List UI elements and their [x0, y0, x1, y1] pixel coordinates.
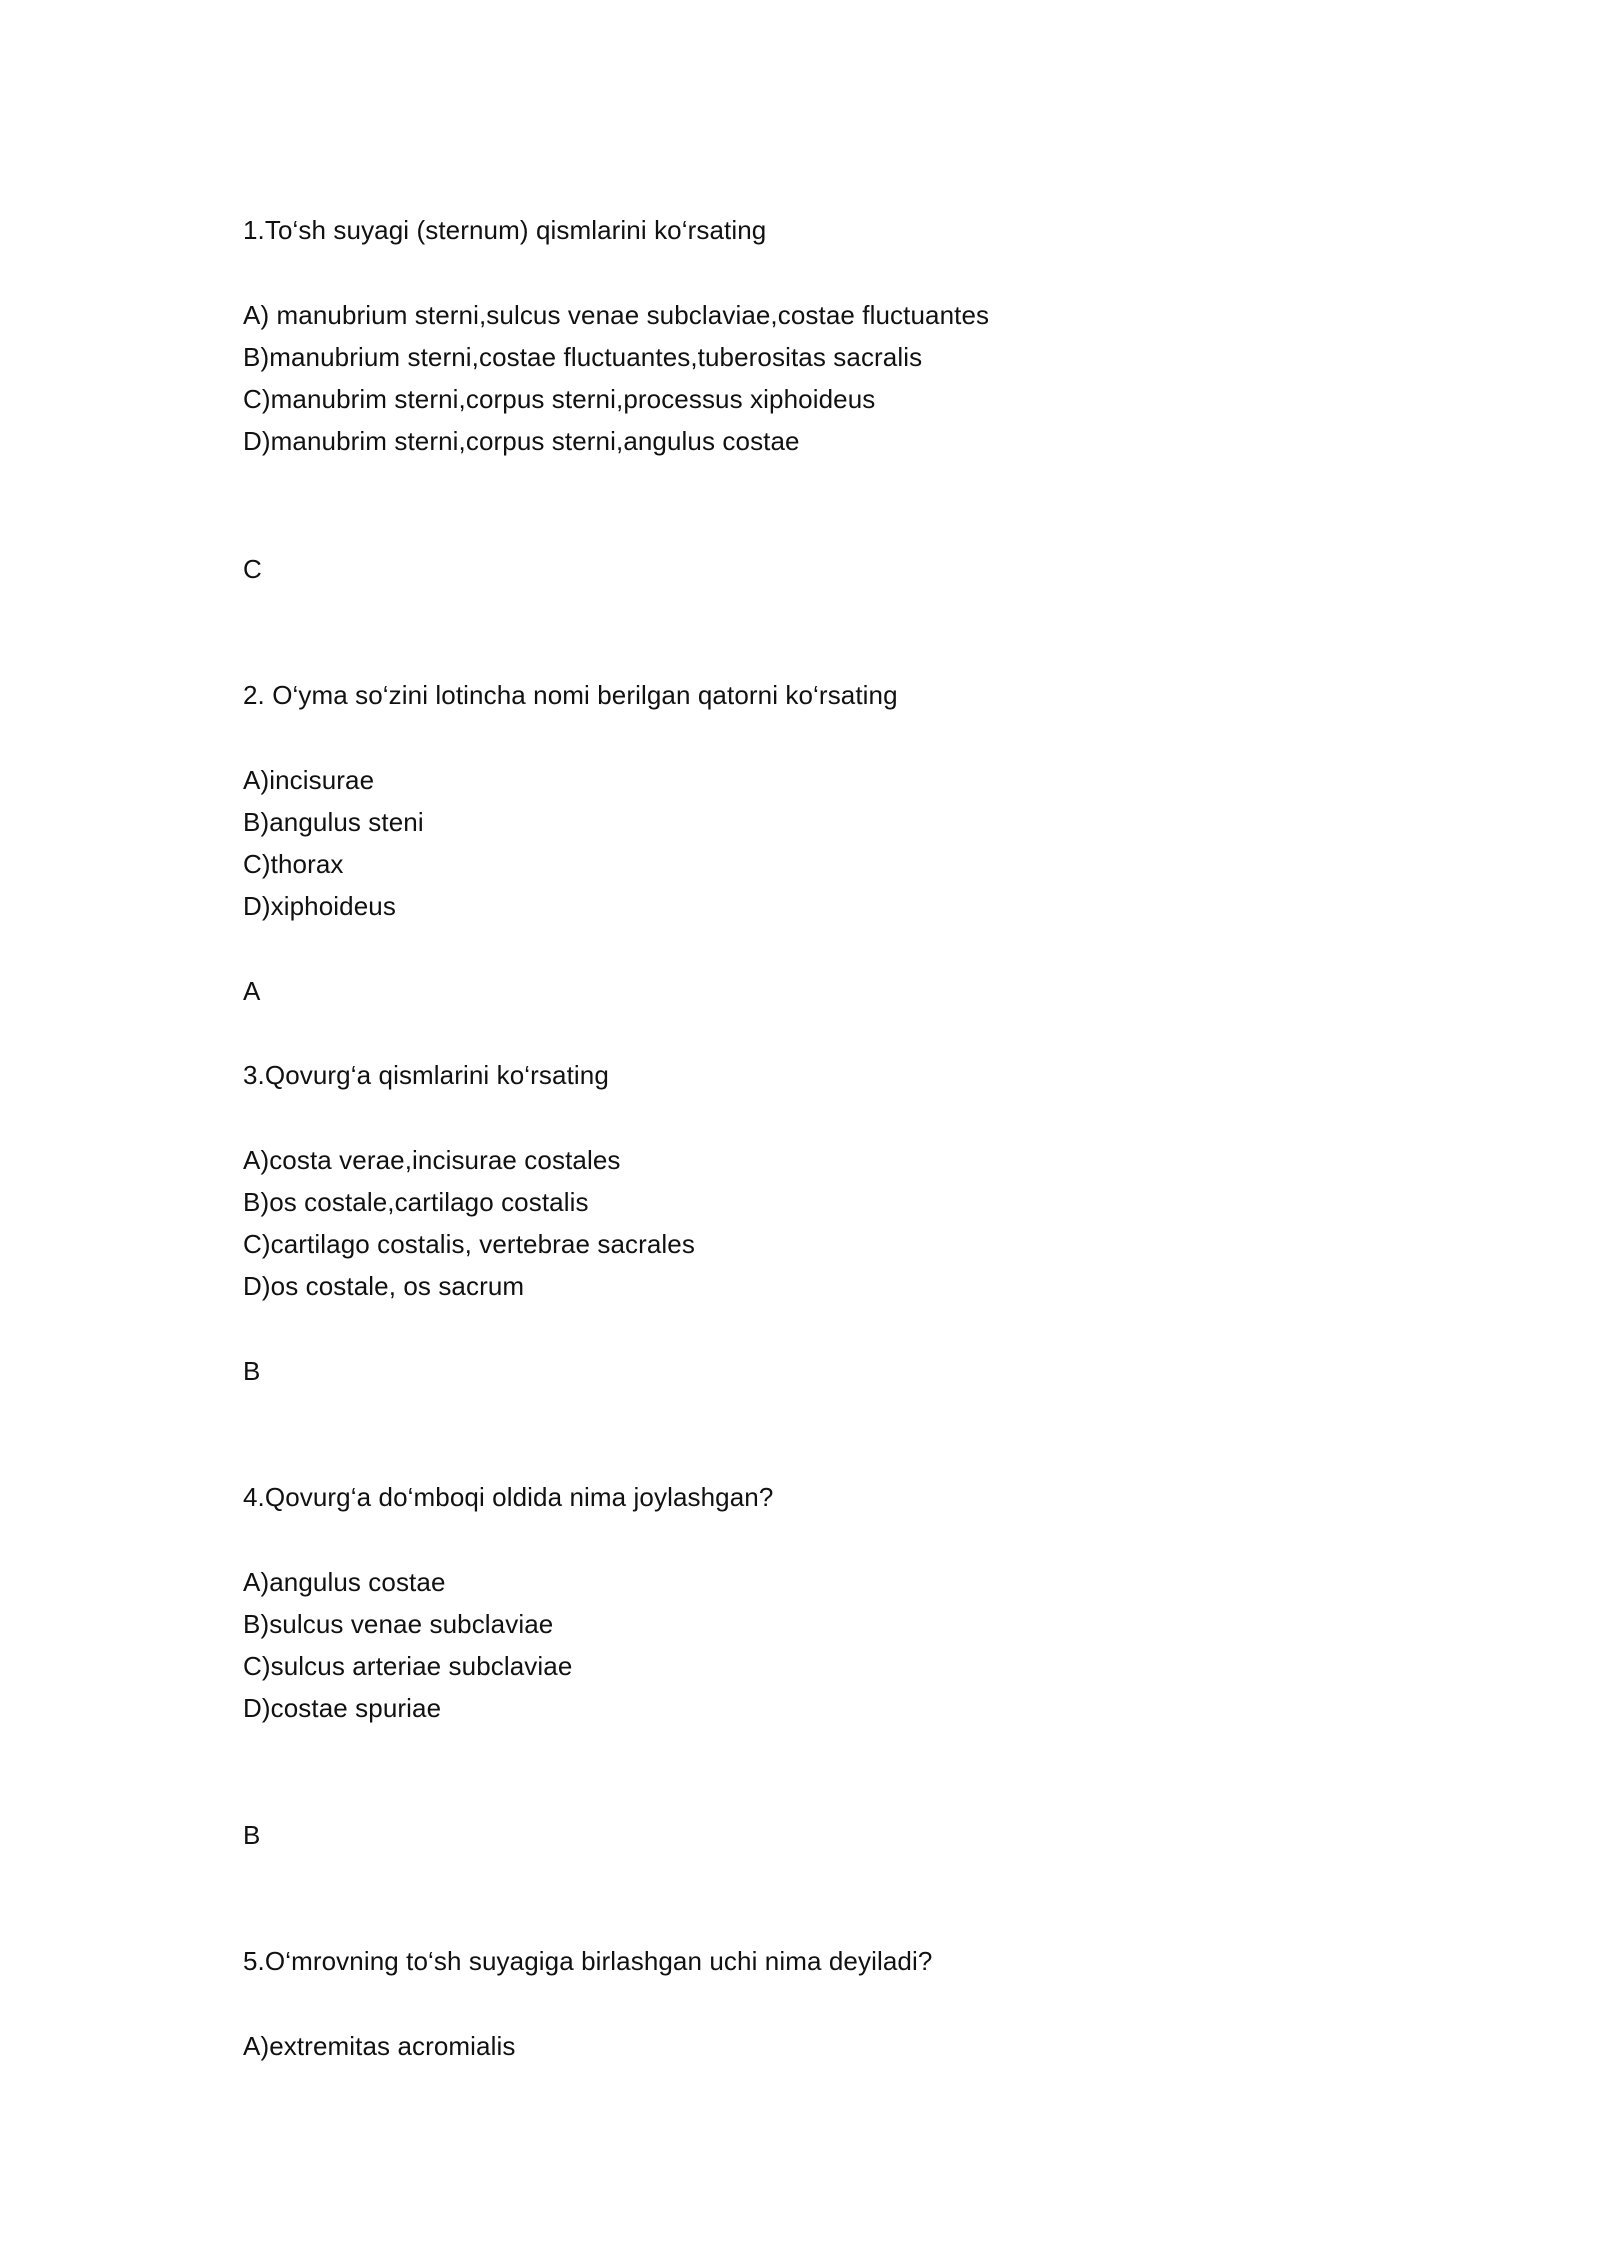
question-2-option-d: D)xiphoideus [243, 891, 396, 921]
question-3-option-b: B)os costale,cartilago costalis [243, 1187, 589, 1217]
question-3-option-c: C)cartilago costalis, vertebrae sacrales [243, 1229, 695, 1259]
question-2-option-b: B)angulus steni [243, 807, 424, 837]
question-3-prompt: 3.Qovurg‘a qismlarini ko‘rsating [243, 1060, 609, 1090]
question-2-option-a: A)incisurae [243, 765, 375, 795]
question-4-prompt: 4.Qovurg‘a do‘mboqi oldida nima joylashgan? [243, 1482, 774, 1512]
question-3-option-a: A)costa verae,incisurae costales [243, 1145, 621, 1175]
question-4-answer: B [243, 1820, 261, 1850]
question-1-option-c: C)manubrim sterni,corpus sterni,processus xiphoideus [243, 384, 876, 414]
question-4-option-a: A)angulus costae [243, 1567, 446, 1597]
question-1-option-d: D)manubrim sterni,corpus sterni,angulus costae [243, 426, 800, 456]
question-1-answer: C [243, 554, 262, 584]
question-4-option-d: D)costae spuriae [243, 1693, 442, 1723]
question-3-option-d: D)os costale, os sacrum [243, 1271, 525, 1301]
question-2-prompt: 2. O‘yma so‘zini lotincha nomi berilgan qatorni ko‘rsating [243, 680, 898, 710]
question-1-prompt: 1.To‘sh suyagi (sternum) qismlarini ko‘rsating [243, 215, 767, 245]
question-1-option-a: A) manubrium sterni,sulcus venae subclaviae,costae fluctuantes [243, 300, 990, 330]
question-3-answer: B [243, 1356, 261, 1386]
question-4-option-c: C)sulcus arteriae subclaviae [243, 1651, 573, 1681]
question-4-option-b: B)sulcus venae subclaviae [243, 1609, 554, 1639]
question-5-prompt: 5.O‘mrovning to‘sh suyagiga birlashgan uchi nima deyiladi? [243, 1946, 933, 1976]
question-5-option-a: A)extremitas acromialis [243, 2031, 516, 2061]
question-1-option-b: B)manubrium sterni,costae fluctuantes,tuberositas sacralis [243, 342, 923, 372]
question-2-answer: A [243, 976, 261, 1006]
question-2-option-c: C)thorax [243, 849, 344, 879]
